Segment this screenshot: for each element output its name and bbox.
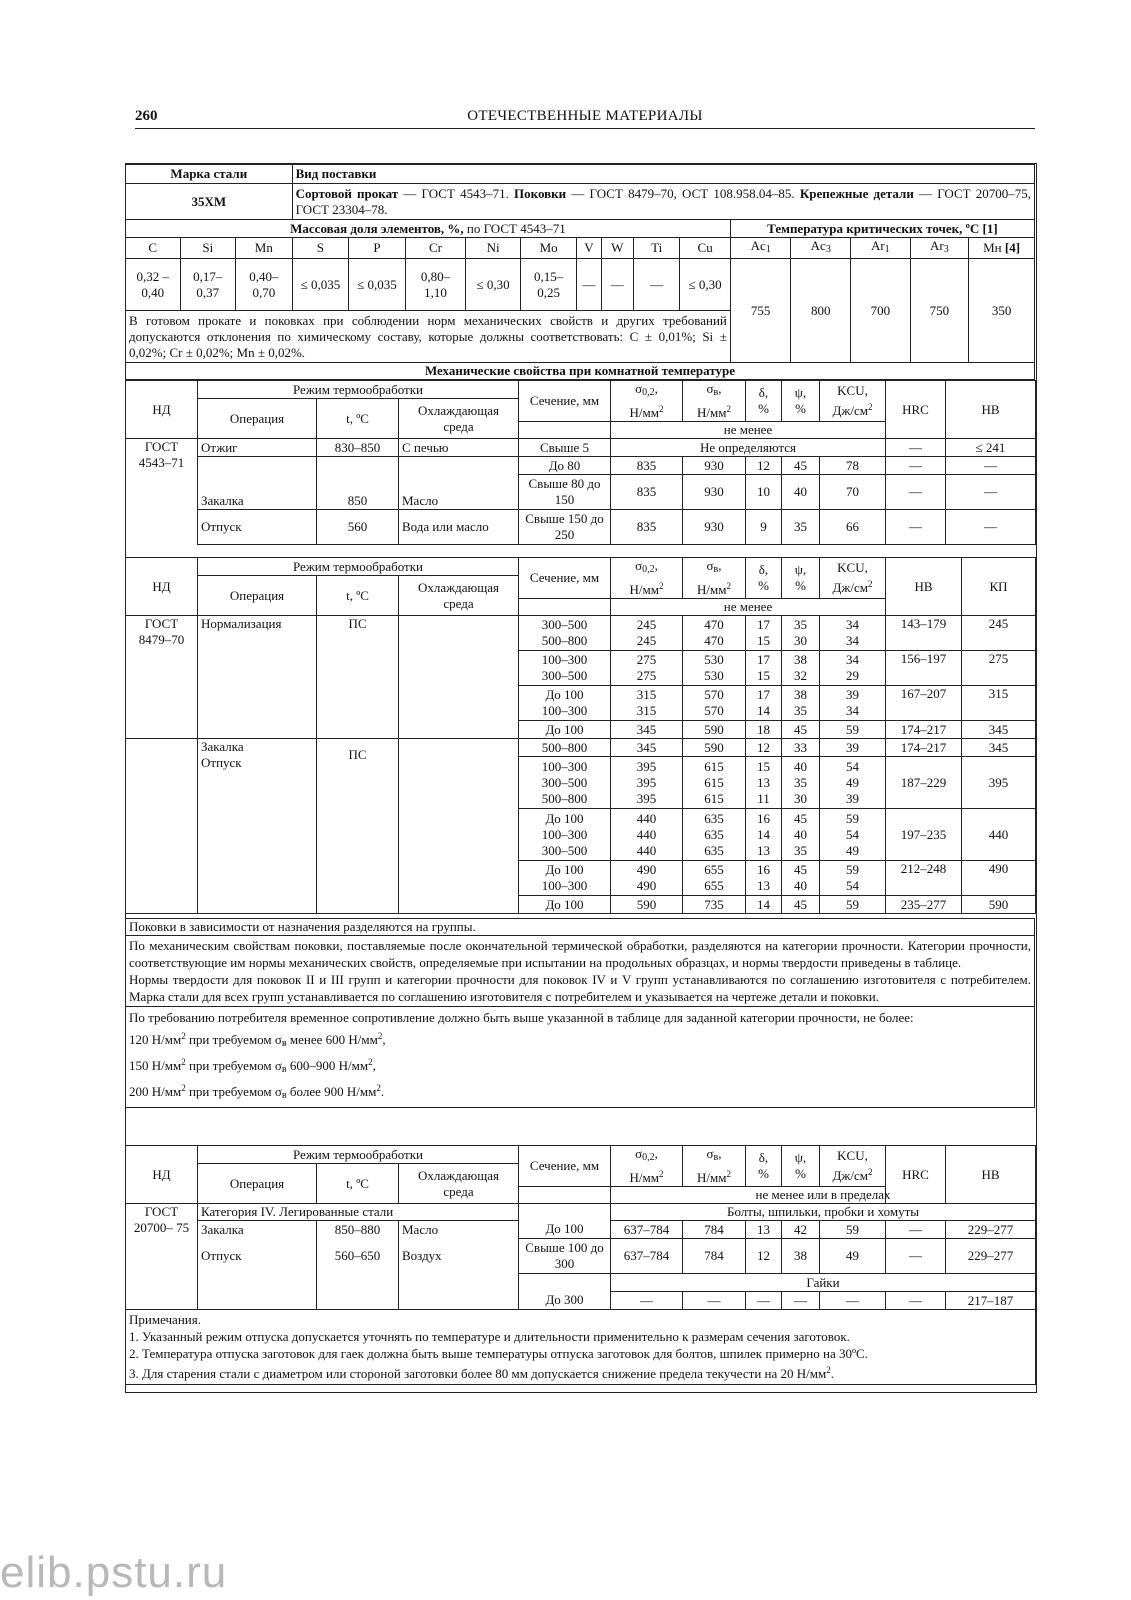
head-hb: НВ xyxy=(886,558,962,616)
section-cell: Свыше 5 xyxy=(519,439,611,457)
sv-cell: 590 xyxy=(683,739,746,757)
element-value: — xyxy=(577,259,601,311)
crit-value: 700 xyxy=(851,259,911,363)
hrc-cell: — xyxy=(886,1239,946,1274)
delta-cell: 16 13 xyxy=(746,861,782,896)
sv-cell: 570 570 xyxy=(683,686,746,721)
s02-cell: 345 xyxy=(611,739,683,757)
head-nd: НД xyxy=(126,558,198,616)
hb-cell: 212–248 xyxy=(886,861,962,896)
kcu-cell: 34 29 xyxy=(820,651,886,686)
kp-cell: 315 xyxy=(962,686,1036,721)
element-value: — xyxy=(633,259,679,311)
hb-cell: 229–277 xyxy=(946,1221,1036,1239)
kcu-cell: — xyxy=(820,1292,886,1310)
head-hrc: HRC xyxy=(886,381,946,439)
section-cell: 500–800 xyxy=(519,739,611,757)
head-op: Операция xyxy=(198,576,317,616)
element-value: 0,17– 0,37 xyxy=(180,259,236,311)
grade-value: 35ХМ xyxy=(126,184,293,220)
kcu-cell: 59 xyxy=(820,721,886,739)
hrc-cell: — xyxy=(886,439,946,457)
hb-cell: 197–235 xyxy=(886,809,962,861)
element-head: Si xyxy=(180,238,236,259)
delta-cell: 17 15 xyxy=(746,616,782,651)
kp-cell: 440 xyxy=(962,809,1036,861)
medium-temper: Вода или масло xyxy=(399,510,519,545)
crit-value: 755 xyxy=(730,259,791,363)
element-value: — xyxy=(601,259,633,311)
delta-cell: 17 14 xyxy=(746,686,782,721)
nd-8479: ГОСТ 8479–70 xyxy=(126,616,198,739)
element-head: Ti xyxy=(633,238,679,259)
element-value: 0,80– 1,10 xyxy=(405,259,466,311)
delta-cell: 12 xyxy=(746,1239,782,1274)
psi-cell: 35 30 xyxy=(782,616,820,651)
element-head: Ni xyxy=(466,238,521,259)
head-psi: ψ, % xyxy=(782,381,820,422)
sv-cell: 530 530 xyxy=(683,651,746,686)
element-head: Cr xyxy=(405,238,466,259)
element-head: V xyxy=(577,238,601,259)
kcu-cell: 59 54 xyxy=(820,861,886,896)
supply-text: Сортовой прокат — ГОСТ 4543–71. Поковки — ГОСТ 8479–70, ОСТ 108.958.04–85. Крепежные детали — ГОСТ 20700–75, ГОСТ 23304–78. xyxy=(292,184,1034,220)
head-blank xyxy=(519,599,611,616)
composition-table xyxy=(125,164,1035,380)
head-nd: НД xyxy=(126,1146,198,1204)
section-cell: До 100 xyxy=(519,896,611,914)
head-psi: ψ, % xyxy=(782,1146,820,1187)
psi-cell: 45 40 35 xyxy=(782,809,820,861)
section-cell: 100–300 300–500 500–800 xyxy=(519,757,611,809)
hb-cell: ≤ 241 xyxy=(946,439,1036,457)
note-3: 3. Для старения стали с диаметром или стороной заготовки более 80 мм допускается снижение предела текучести на 20 $Н/мм^2$. xyxy=(129,1365,834,1381)
psi-cell: 40 xyxy=(782,475,820,510)
crit-head-ar3: Ar3 xyxy=(910,238,969,259)
s02-cell: 440 440 440 xyxy=(611,809,683,861)
hb-cell: — xyxy=(946,475,1036,510)
delta-cell: 13 xyxy=(746,1221,782,1239)
psi-cell: 35 xyxy=(782,510,820,545)
section-cell: До 80 xyxy=(519,457,611,475)
running-title: ОТЕЧЕСТВЕННЫЕ МАТЕРИАЛЫ xyxy=(467,108,703,124)
psi-cell: 45 xyxy=(782,721,820,739)
head-hb: НВ xyxy=(946,381,1036,439)
head-medium: Охлаждающая среда xyxy=(399,1164,519,1204)
head-delta: δ, % xyxy=(746,558,782,599)
kcu-cell: 70 xyxy=(820,475,886,510)
crit-head-ac1: Ac1 xyxy=(730,238,791,259)
hrc-cell: — xyxy=(886,1221,946,1239)
sv-cell: 615 615 615 xyxy=(683,757,746,809)
section-cell: До 300 xyxy=(519,1292,611,1310)
section-cell: Свыше 80 до 150 xyxy=(519,475,611,510)
note-groups: Поковки в зависимости от назначения разделяются на группы. xyxy=(126,919,1035,936)
nd-4543: ГОСТ 4543–71 xyxy=(126,439,198,545)
delta-cell: 17 15 xyxy=(746,651,782,686)
sv-cell: — xyxy=(683,1292,746,1310)
op-quench: Закалка xyxy=(198,1221,317,1239)
element-head: Mn xyxy=(236,238,293,259)
psi-cell: — xyxy=(782,1292,820,1310)
supply-label: Вид поставки xyxy=(292,165,1034,184)
head-mode: Режим термообработки xyxy=(198,381,519,399)
note-strength: По требованию потребителя временное сопротивление должно быть выше указанной в таблице для заданной категории прочности, не более: 120 $Н/мм^2$ при требуемом σв менее 600 $Н/мм^2$, 150 $Н/мм^2$ при требуемом σв 600–900 $Н/мм^2$, 200 $Н/мм^2$ при требуемом σв более 900 $Н/мм^2$. xyxy=(126,1007,1035,1108)
section-cell: До 100 xyxy=(519,721,611,739)
head-s02: σ0,2, $Н/мм^2$ xyxy=(611,381,683,422)
sv-cell: 635 635 635 xyxy=(683,809,746,861)
element-head: C xyxy=(126,238,181,259)
section-cell: Свыше 100 до 300 xyxy=(519,1239,611,1274)
section-cell: До 100 xyxy=(519,1221,611,1239)
section-cell: 300–500 500–800 xyxy=(519,616,611,651)
element-head: P xyxy=(349,238,406,259)
section-cell: До 100 100–300 xyxy=(519,686,611,721)
nuts-label: Гайки xyxy=(611,1274,1036,1292)
note-1: 1. Указанный режим отпуска допускается уточнять по температуре и длительности применительно к размерам сечения заготовок. xyxy=(129,1329,850,1344)
head-hrc: HRC xyxy=(886,1146,946,1204)
mech-title: Механические свойства при комнатной температуре xyxy=(126,363,1035,380)
head-min: не менее xyxy=(611,422,886,439)
crit-head-mn: Mн [4] xyxy=(969,238,1035,259)
delta-cell: 16 14 13 xyxy=(746,809,782,861)
hb-cell: 229–277 xyxy=(946,1239,1036,1274)
note-line-200: 200 $Н/мм^2$ при требуемом σв более 900 $Н/мм^2$. xyxy=(129,1083,385,1101)
head-t: t, ºС xyxy=(317,576,399,616)
notes-title: Примечания. xyxy=(129,1312,201,1327)
page-number: 260 xyxy=(135,108,158,124)
delta-cell: — xyxy=(746,1292,782,1310)
section-cell: До 100 100–300 300–500 xyxy=(519,809,611,861)
t-ps-1: ПС xyxy=(317,616,399,739)
head-min-range: не менее или в пределах xyxy=(611,1187,1036,1204)
hb-cell: 143–179 xyxy=(886,616,962,651)
element-value: ≤ 0,30 xyxy=(466,259,521,311)
kp-cell: 345 xyxy=(962,739,1036,757)
crit-head-ar1: Ar1 xyxy=(851,238,911,259)
kcu-cell: 54 49 39 xyxy=(820,757,886,809)
note-line-150: 150 $Н/мм^2$ при требуемом σв 600–900 $Н/мм^2$, xyxy=(129,1057,376,1075)
hb-cell: 156–197 xyxy=(886,651,962,686)
psi-cell: 45 40 xyxy=(782,861,820,896)
t-temper: 560–650 xyxy=(317,1239,399,1310)
grade-label: Марка стали xyxy=(126,165,293,184)
delta-cell: 10 xyxy=(746,475,782,510)
hb-cell: 167–207 xyxy=(886,686,962,721)
head-mode: Режим термообработки xyxy=(198,1146,519,1164)
delta-cell: 9 xyxy=(746,510,782,545)
hrc-cell: — xyxy=(886,475,946,510)
bolts-label: Болты, шпильки, пробки и хомуты xyxy=(611,1204,1036,1221)
note-2: 2. Температура отпуска заготовок для гаек должна быть выше температуры отпуска заготовок для болтов, шпилек примерно на 30ºС. xyxy=(129,1346,868,1361)
head-s02: σ0,2, $Н/мм^2$ xyxy=(611,558,683,599)
category-label: Категория IV. Легированные стали xyxy=(198,1204,519,1221)
medium-empty xyxy=(399,616,519,739)
chem-head-row xyxy=(126,238,1035,259)
op-temper: Отпуск xyxy=(198,510,317,545)
hrc-cell: — xyxy=(886,510,946,545)
s02-cell: 637–784 xyxy=(611,1221,683,1239)
t-anneal: 830–850 xyxy=(317,439,399,457)
head-mode: Режим термообработки xyxy=(198,558,519,576)
medium-quench: Масло xyxy=(399,457,519,510)
kcu-cell: 39 xyxy=(820,739,886,757)
op-quench: Закалка xyxy=(198,457,317,510)
page-header xyxy=(135,108,1035,129)
element-value: 0,40– 0,70 xyxy=(236,259,293,311)
kcu-cell: 59 xyxy=(820,1221,886,1239)
section-cell: До 100 100–300 xyxy=(519,861,611,896)
hb-cell: — xyxy=(946,510,1036,545)
psi-cell: 45 xyxy=(782,896,820,914)
s02-cell: 315 315 xyxy=(611,686,683,721)
sv-cell: 784 xyxy=(683,1239,746,1274)
crit-title: Температура критических точек, ºС [1] xyxy=(730,220,1034,238)
head-op: Операция xyxy=(198,399,317,439)
nd-20700: ГОСТ 20700– 75 xyxy=(126,1204,198,1310)
note-line-120: 120 $Н/мм^2$ при требуемом σв менее 600 $Н/мм^2$, xyxy=(129,1031,386,1049)
s02-cell: 395 395 395 xyxy=(611,757,683,809)
element-head: Mo xyxy=(520,238,577,259)
kp-cell: 395 xyxy=(962,757,1036,809)
head-kcu: KCU, $Дж/см^2$ xyxy=(820,1146,886,1187)
kp-cell: 275 xyxy=(962,651,1036,686)
kcu-cell: 49 xyxy=(820,1239,886,1274)
s02-cell: — xyxy=(611,1292,683,1310)
hb-cell: 174–217 xyxy=(886,739,962,757)
medium-quench: Масло xyxy=(399,1221,519,1239)
psi-cell: 45 xyxy=(782,457,820,475)
s02-cell: 835 xyxy=(611,457,683,475)
head-blank xyxy=(519,422,611,439)
not-determined: Не определяются xyxy=(611,439,886,457)
kcu-cell: 78 xyxy=(820,457,886,475)
crit-value: 800 xyxy=(791,259,851,363)
s02-cell: 345 xyxy=(611,721,683,739)
medium-temper: Воздух xyxy=(399,1239,519,1310)
head-delta: δ, % xyxy=(746,1146,782,1187)
medium-anneal: С печью xyxy=(399,439,519,457)
crit-value: 350 xyxy=(969,259,1035,363)
kcu-cell: 59 xyxy=(820,896,886,914)
head-nd: НД xyxy=(126,381,198,439)
sv-cell: 590 xyxy=(683,721,746,739)
head-t: t, ºС xyxy=(317,399,399,439)
psi-cell: 38 xyxy=(782,1239,820,1274)
sv-cell: 784 xyxy=(683,1221,746,1239)
psi-cell: 33 xyxy=(782,739,820,757)
head-psi: ψ, % xyxy=(782,558,820,599)
element-value: 0,15– 0,25 xyxy=(520,259,577,311)
delta-cell: 15 13 11 xyxy=(746,757,782,809)
hb-cell: 174–217 xyxy=(886,721,962,739)
crit-value: 750 xyxy=(910,259,969,363)
kp-cell: 245 xyxy=(962,616,1036,651)
kcu-cell: 39 34 xyxy=(820,686,886,721)
psi-cell: 38 32 xyxy=(782,651,820,686)
element-head: S xyxy=(292,238,349,259)
element-head: W xyxy=(601,238,633,259)
psi-cell: 40 35 30 xyxy=(782,757,820,809)
t-quench: 850 xyxy=(317,457,399,510)
hb-cell: 187–229 xyxy=(886,757,962,809)
sv-cell: 470 470 xyxy=(683,616,746,651)
head-t: t, ºС xyxy=(317,1164,399,1204)
head-s02: σ0,2, $Н/мм^2$ xyxy=(611,1146,683,1187)
t-temper: 560 xyxy=(317,510,399,545)
element-value: 0,32 – 0,40 xyxy=(126,259,181,311)
sv-cell: 930 xyxy=(683,457,746,475)
section-blank xyxy=(519,1204,611,1221)
head-op: Операция xyxy=(198,1164,317,1204)
op-temper: Отпуск xyxy=(198,1239,317,1310)
chem-value-row xyxy=(126,259,1035,311)
element-value: ≤ 0,035 xyxy=(292,259,349,311)
element-value: ≤ 0,30 xyxy=(680,259,730,311)
op-normalize: Нормализация xyxy=(198,616,317,739)
hrc-cell: — xyxy=(886,1292,946,1310)
kcu-cell: 66 xyxy=(820,510,886,545)
mech-table-20700 xyxy=(125,1145,1036,1385)
op-anneal: Отжиг xyxy=(198,439,317,457)
nd-continued xyxy=(126,739,198,914)
sv-cell: 735 xyxy=(683,896,746,914)
hb-cell: 217–187 xyxy=(946,1292,1036,1310)
head-sv: σв, $Н/мм^2$ xyxy=(683,381,746,422)
note-categories: По механическим свойствам поковки, поставляемые после окончательной термической обработки, разделяются на категории прочности. Категории прочности, соответствующие им нормы механических свойств, определяемые при испытании на продольных образцах, и нормы твердости приведены в таблице. Нормы твердости для поковок II и III групп и категории прочности для поковок IV и V групп устанавливаются по соглашению изготовителя с потребителем. Марка стали для всех групп устанавливается по соглашению изготовителя с потребителем и указывается на чертеже детали и поковки. xyxy=(126,936,1035,1007)
watermark: elib.pstu.ru xyxy=(0,1548,228,1597)
section-blank xyxy=(519,1274,611,1292)
head-delta: δ, % xyxy=(746,381,782,422)
sv-cell: 655 655 xyxy=(683,861,746,896)
element-value: ≤ 0,035 xyxy=(349,259,406,311)
kcu-cell: 34 34 xyxy=(820,616,886,651)
head-section: Сечение, мм xyxy=(519,1146,611,1187)
head-medium: Охлаждающая среда xyxy=(399,399,519,439)
hrc-cell: — xyxy=(886,457,946,475)
head-min: не менее xyxy=(611,599,886,616)
psi-cell: 38 35 xyxy=(782,686,820,721)
kp-cell: 490 xyxy=(962,861,1036,896)
kp-cell: 345 xyxy=(962,721,1036,739)
head-kcu: KCU, $Дж/см^2$ xyxy=(820,558,886,599)
final-notes xyxy=(126,1310,1036,1385)
delta-cell: 14 xyxy=(746,896,782,914)
sv-cell: 930 xyxy=(683,475,746,510)
head-section: Сечение, мм xyxy=(519,381,611,422)
s02-cell: 835 xyxy=(611,510,683,545)
s02-cell: 590 xyxy=(611,896,683,914)
hb-cell: — xyxy=(946,457,1036,475)
head-kp: КП xyxy=(962,558,1036,616)
t-ps-2: ПС xyxy=(317,739,399,914)
head-medium: Охлаждающая среда xyxy=(399,576,519,616)
delta-cell: 12 xyxy=(746,739,782,757)
head-sv: σв, $Н/мм^2$ xyxy=(683,1146,746,1187)
head-section: Сечение, мм xyxy=(519,558,611,599)
head-kcu: KCU, $Дж/см^2$ xyxy=(820,381,886,422)
t-quench: 850–880 xyxy=(317,1221,399,1239)
medium-empty xyxy=(399,739,519,914)
s02-cell: 835 xyxy=(611,475,683,510)
psi-cell: 42 xyxy=(782,1221,820,1239)
head-hb: НВ xyxy=(946,1146,1036,1204)
delta-cell: 12 xyxy=(746,457,782,475)
mech-table-8479 xyxy=(125,557,1036,914)
section-cell: 100–300 300–500 xyxy=(519,651,611,686)
sv-cell: 930 xyxy=(683,510,746,545)
kcu-cell: 59 54 49 xyxy=(820,809,886,861)
s02-cell: 275 275 xyxy=(611,651,683,686)
section-cell: Свыше 150 до 250 xyxy=(519,510,611,545)
mech-table-4543 xyxy=(125,380,1036,545)
s02-cell: 245 245 xyxy=(611,616,683,651)
head-blank xyxy=(519,1187,611,1204)
delta-cell: 18 xyxy=(746,721,782,739)
chem-note: В готовом прокате и поковках при соблюдении норм механических свойств и других требований допускаются отклонения по химическому составу, которые должны соответствовать: C ± 0,01%; Si ± 0,02%; Cr ± 0,02%; Mn ± 0,02%. xyxy=(126,311,731,363)
s02-cell: 490 490 xyxy=(611,861,683,896)
hb-cell: 235–277 xyxy=(886,896,962,914)
kp-cell: 590 xyxy=(962,896,1036,914)
element-head: Cu xyxy=(680,238,730,259)
chem-title: Массовая доля элементов, %, по ГОСТ 4543–71 xyxy=(126,220,731,238)
s02-cell: 637–784 xyxy=(611,1239,683,1274)
op-quench-temper: Закалка Отпуск xyxy=(198,739,317,914)
notes-table xyxy=(125,918,1035,1108)
head-sv: σв, $Н/мм^2$ xyxy=(683,558,746,599)
crit-head-ac3: Ac3 xyxy=(791,238,851,259)
